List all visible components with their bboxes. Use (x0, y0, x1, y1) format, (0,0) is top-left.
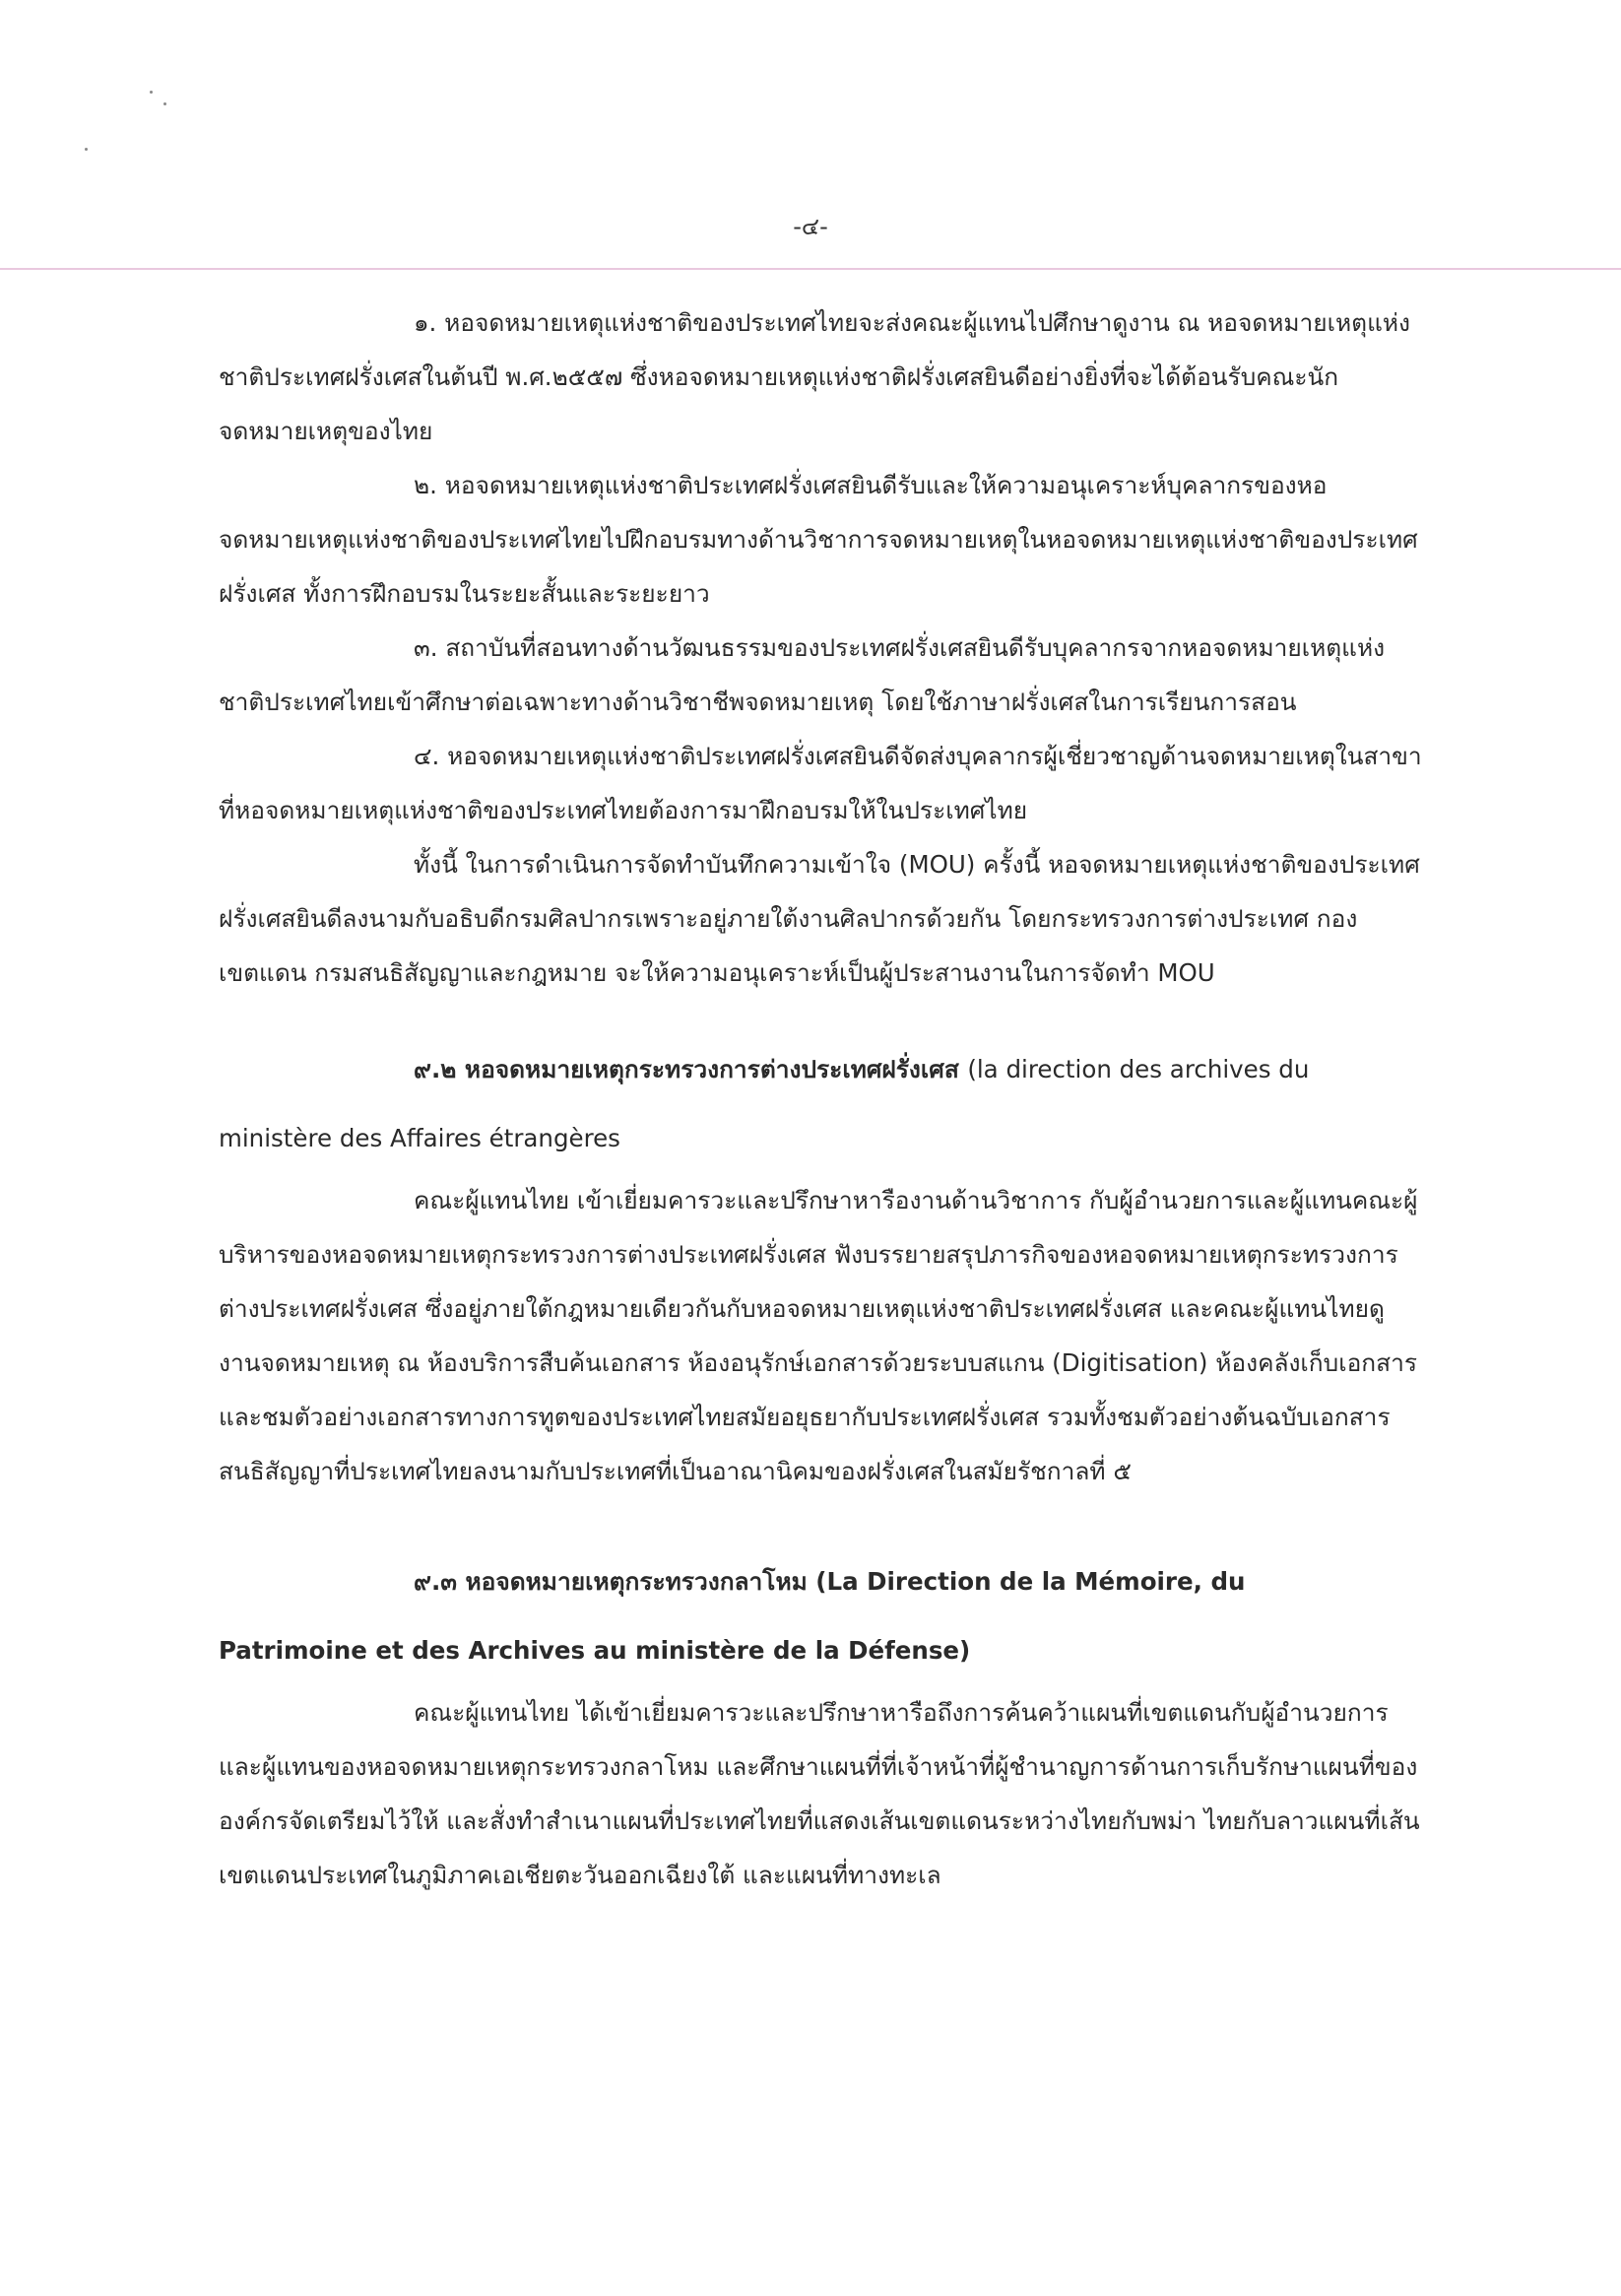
section-body: คณะผู้แทนไทย ได้เข้าเยี่ยมคารวะและปรึกษาหารือถึงการค้นคว้าแผนที่เขตแดนกับผู้อำนวยการและผู้แทนของหอจดหมายเหตุกระทรวงกลาโหม และศึกษาแผนที่ที่เจ้าหน้าที่ผู้ชำนาญการด้านการเก็บรักษาแผนที่ขององค์กรจัดเตรียมไว้ให้ และสั่งทำสำเนาแผนที่ประเทศไทยที่แสดงเส้นเขตแดนระหว่างไทยกับพม่า ไทยกับลาวแผนที่เส้นเขตแดนประเทศในภูมิภาคเอเชียตะวันออกเฉียงใต้ และแผนที่ทางทะเล (219, 1698, 1420, 1889)
section-heading (219, 1547, 1426, 1616)
section-heading-thai: ๙.๒ หอจดหมายเหตุกระทรวงการต่างประเทศฝรั่งเศส (414, 1055, 959, 1083)
section-heading-latin: (la direction des archives du (967, 1055, 1310, 1083)
numbered-item-1: ๑. หอจดหมายเหตุแห่งชาติของประเทศไทยจะส่งคณะผู้แทนไปศึกษาดูงาน ณ หอจดหมายเหตุแห่งชาติประเทศฝรั่งเศสในต้นปี พ.ศ.๒๕๕๗ ซึ่งหอจดหมายเหตุแห่งชาติฝรั่งเศสยินดีอย่างยิ่งที่จะได้ต้อนรับคณะนักจดหมายเหตุของไทย (219, 308, 1410, 445)
page-number: -๔- (793, 213, 828, 240)
section-9-2 (219, 1035, 1426, 1498)
document-body (219, 295, 1426, 1902)
scan-speck (150, 91, 153, 94)
section-heading-latin-continued: ministère des Affaires étrangères (219, 1124, 620, 1152)
numbered-item-2: ๒. หอจดหมายเหตุแห่งชาติประเทศฝรั่งเศสยินดีรับและให้ความอนุเคราะห์บุคลากรของหอจดหมายเหตุแห่งชาติของประเทศไทยไปฝึกอบรมทางด้านวิชาการจดหมายเหตุในหอจดหมายเหตุแห่งชาติของประเทศฝรั่งเศส ทั้งการฝึกอบรมในระยะสั้นและระยะยาว (219, 471, 1418, 608)
section-heading-continuation (219, 1616, 1426, 1685)
mou-paragraph: ทั้งนี้ ในการดำเนินการจัดทำบันทึกความเข้าใจ (MOU) ครั้งนี้ หอจดหมายเหตุแห่งชาติของประเทศฝรั่งเศสยินดีลงนามกับอธิบดีกรมศิลปากรเพราะอยู่ภายใต้งานศิลปากรด้วยกัน โดยกระทรวงการต่างประเทศ กองเขตแดน กรมสนธิสัญญาและกฎหมาย จะให้ความอนุเคราะห์เป็นผู้ประสานงานในการจัดทำ MOU (219, 850, 1420, 987)
section-heading-latin-continued: Patrimoine et des Archives au ministère de la Défense) (219, 1636, 971, 1665)
scan-speck (85, 148, 88, 151)
scan-speck (163, 102, 166, 105)
numbered-item-3: ๓. สถาบันที่สอนทางด้านวัฒนธรรมของประเทศฝรั่งเศสยินดีรับบุคลากรจากหอจดหมายเหตุแห่งชาติประเทศไทยเข้าศึกษาต่อเฉพาะทางด้านวิชาชีพจดหมายเหตุ โดยใช้ภาษาฝรั่งเศสในการเรียนการสอน (219, 633, 1386, 716)
header-divider (0, 268, 1621, 270)
section-heading (219, 1035, 1426, 1104)
section-9-3 (219, 1547, 1426, 1902)
section-heading-thai: ๙.๓ หอจดหมายเหตุกระทรวงกลาโหม (414, 1567, 808, 1596)
section-heading-latin: (La Direction de la Mémoire, du (815, 1567, 1246, 1596)
numbered-item-4: ๔. หอจดหมายเหตุแห่งชาติประเทศฝรั่งเศสยินดีจัดส่งบุคลากรผู้เชี่ยวชาญด้านจดหมายเหตุในสาขาที่หอจดหมายเหตุแห่งชาติของประเทศไทยต้องการมาฝึกอบรมให้ในประเทศไทย (219, 742, 1422, 824)
section-body: คณะผู้แทนไทย เข้าเยี่ยมคารวะและปรึกษาหารืองานด้านวิชาการ กับผู้อำนวยการและผู้แทนคณะผู้บริหารของหอจดหมายเหตุกระทรวงการต่างประเทศฝรั่งเศส ฟังบรรยายสรุปภารกิจของหอจดหมายเหตุกระทรวงการต่างประเทศฝรั่งเศส ซึ่งอยู่ภายใต้กฎหมายเดียวกันกับหอจดหมายเหตุแห่งชาติประเทศฝรั่งเศส และคณะผู้แทนไทยดูงานจดหมายเหตุ ณ ห้องบริการสืบค้นเอกสาร ห้องอนุรักษ์เอกสารด้วยระบบสแกน (Digitisation) ห้องคลังเก็บเอกสาร และชมตัวอย่างเอกสารทางการทูตของประเทศไทยสมัยอยุธยากับประเทศฝรั่งเศส รวมทั้งชมตัวอย่างต้นฉบับเอกสารสนธิสัญญาที่ประเทศไทยลงนามกับประเทศที่เป็นอาณานิคมของฝรั่งเศสในสมัยรัชกาลที่ ๕ (219, 1186, 1418, 1485)
section-heading-continuation (219, 1104, 1426, 1173)
